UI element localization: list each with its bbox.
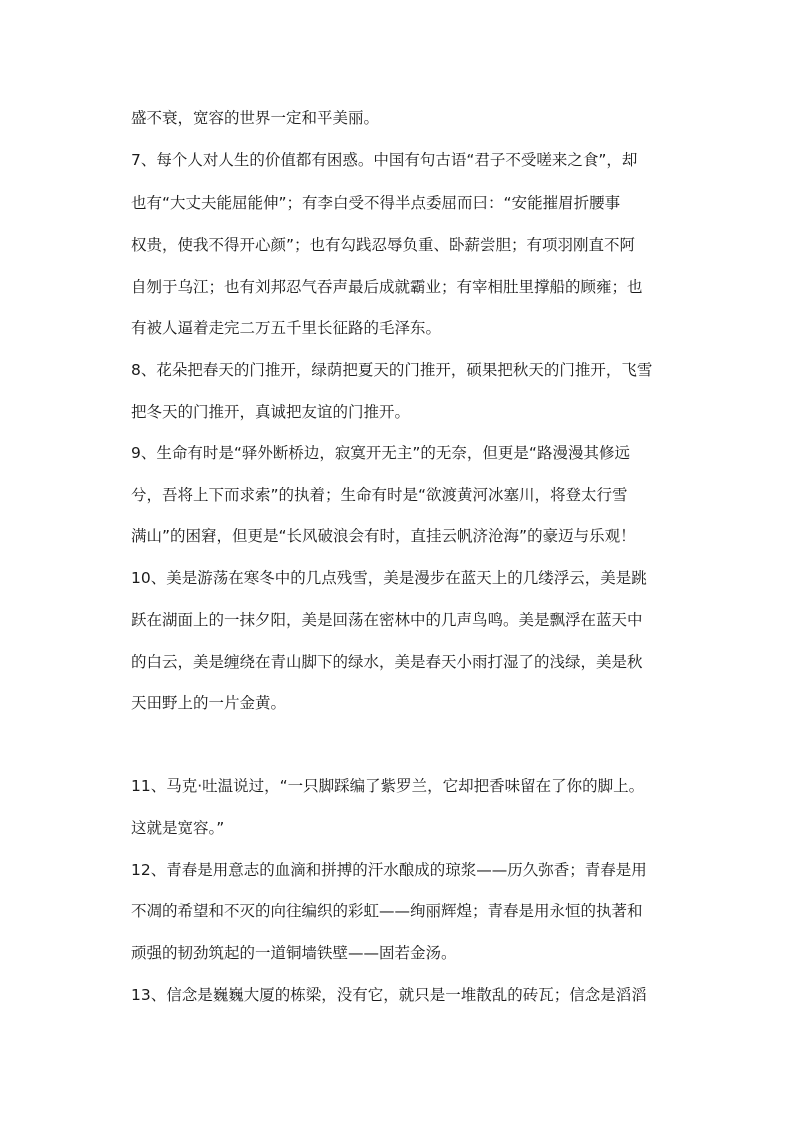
text-line: 8、花朵把春天的门推开，绿荫把夏天的门推开，硕果把秋天的门推开，飞雪 — [131, 361, 653, 379]
text-line: 满山”的困窘，但更是“长风破浪会有时，直挂云帆济沧海”的豪迈与乐观！ — [131, 527, 636, 545]
text-line: 自刎于乌江；也有刘邦忍气吞声最后成就霸业；有宰相肚里撑船的顾雍；也 — [131, 278, 643, 296]
text-line: 权贵，使我不得开心颜”；也有勾践忍辱负重、卧薪尝胆；有项羽刚直不阿 — [131, 236, 636, 254]
text-line: 12、青春是用意志的血滴和拼搏的汗水酿成的琼浆——历久弥香；青春是用 — [131, 861, 647, 879]
text-line: 跃在湖面上的一抹夕阳，美是回荡在密林中的几声鸟鸣。美是飘浮在蓝天中 — [131, 611, 643, 629]
text-line: 这就是宽容。” — [131, 819, 225, 837]
text-line: 的白云，美是缠绕在青山脚下的绿水，美是春天小雨打湿了的浅绿，美是秋 — [131, 653, 643, 671]
text-line: 9、生命有时是“驿外断桥边，寂寞开无主”的无奈，但更是“路漫漫其修远 — [131, 444, 630, 462]
text-line: 顽强的韧劲筑起的一道铜墙铁壁——固若金汤。 — [131, 944, 457, 962]
text-line: 有被人逼着走完二万五千里长征路的毛泽东。 — [131, 319, 442, 337]
text-line: 不凋的希望和不灭的向往编织的彩虹——绚丽辉煌；青春是用永恒的执著和 — [131, 902, 643, 920]
text-line: 7、每个人对人生的价值都有困惑。中国有句古语“君子不受嗟来之食”，却 — [131, 151, 638, 169]
text-line: 盛不衰，宽容的世界一定和平美丽。 — [131, 109, 380, 127]
text-line: 13、信念是巍巍大厦的栋梁，没有它，就只是一堆散乱的砖瓦；信念是滔滔 — [131, 986, 647, 1004]
text-line: 把冬天的门推开，真诚把友谊的门推开。 — [131, 403, 411, 421]
text-line: 兮，吾将上下而求索”的执着；生命有时是“欲渡黄河冰塞川，将登太行雪 — [131, 486, 628, 504]
text-line: 10、美是游荡在寒冬中的几点残雪，美是漫步在蓝天上的几缕浮云，美是跳 — [131, 569, 647, 587]
text-line: 也有“大丈夫能屈能伸”；有李白受不得半点委屈而曰：“安能摧眉折腰事 — [131, 194, 621, 212]
text-line: 11、马克·吐温说过，“一只脚踩编了紫罗兰，它却把香味留在了你的脚上。 — [131, 777, 645, 795]
text-line: 天田野上的一片金黄。 — [131, 694, 287, 712]
